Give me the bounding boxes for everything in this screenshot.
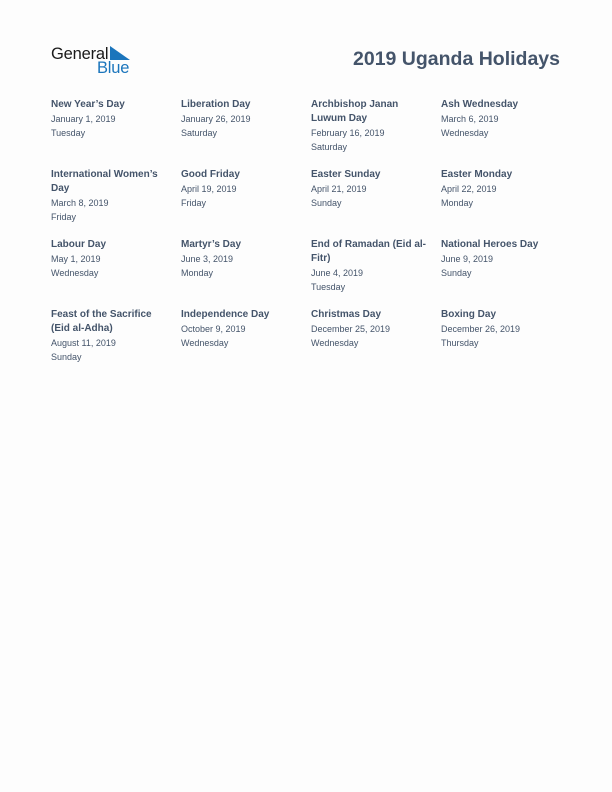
holiday-item bbox=[181, 308, 303, 350]
holiday-name: International Women’s Day bbox=[51, 169, 158, 195]
holiday-date: February 16, 2019 bbox=[311, 128, 385, 139]
holiday-date: June 9, 2019 bbox=[441, 254, 494, 265]
holiday-item bbox=[181, 98, 303, 140]
holiday-weekday: Tuesday bbox=[51, 128, 86, 139]
holiday-item bbox=[311, 98, 433, 154]
holiday-name: Feast of the Sacrifice (Eid al-Adha) bbox=[51, 309, 152, 335]
holiday-weekday: Wednesday bbox=[441, 128, 489, 139]
holiday-date: April 22, 2019 bbox=[441, 184, 497, 195]
holiday-weekday: Sunday bbox=[441, 268, 472, 279]
holiday-weekday: Sunday bbox=[51, 352, 82, 363]
holiday-weekday: Wednesday bbox=[311, 338, 359, 349]
holiday-item bbox=[441, 308, 563, 350]
holiday-weekday: Friday bbox=[181, 198, 207, 209]
holiday-date: June 3, 2019 bbox=[181, 254, 234, 265]
holiday-name: Archbishop Janan Luwum Day bbox=[311, 99, 399, 125]
holiday-date: December 26, 2019 bbox=[441, 324, 521, 335]
holiday-item bbox=[311, 238, 433, 294]
holiday-name: End of Ramadan (Eid al-Fitr) bbox=[311, 239, 427, 265]
holiday-date: April 21, 2019 bbox=[311, 184, 367, 195]
holiday-date: August 11, 2019 bbox=[51, 338, 116, 349]
holiday-date: April 19, 2019 bbox=[181, 184, 237, 195]
holiday-date: October 9, 2019 bbox=[181, 324, 246, 335]
holiday-name: New Year’s Day bbox=[51, 99, 125, 110]
holiday-item bbox=[441, 98, 563, 140]
holiday-item bbox=[311, 168, 433, 210]
holiday-weekday: Saturday bbox=[311, 142, 348, 153]
holiday-weekday: Wednesday bbox=[51, 268, 99, 279]
holiday-name: Good Friday bbox=[181, 169, 240, 180]
holiday-weekday: Monday bbox=[441, 198, 474, 209]
page-title: 2019 Uganda Holidays bbox=[353, 48, 560, 70]
holiday-date: March 8, 2019 bbox=[51, 198, 109, 209]
holiday-name: Liberation Day bbox=[181, 99, 251, 110]
holiday-name: Labour Day bbox=[51, 239, 107, 250]
holiday-weekday: Wednesday bbox=[181, 338, 229, 349]
holiday-weekday: Friday bbox=[51, 212, 77, 223]
holiday-date: January 26, 2019 bbox=[181, 114, 251, 125]
holiday-name: Independence Day bbox=[181, 309, 270, 320]
holiday-item bbox=[51, 238, 173, 280]
holiday-date: January 1, 2019 bbox=[51, 114, 116, 125]
holiday-item bbox=[441, 238, 563, 280]
holiday-name: Easter Monday bbox=[441, 169, 513, 180]
holiday-weekday: Thursday bbox=[441, 338, 479, 349]
holiday-weekday: Tuesday bbox=[311, 282, 346, 293]
holiday-item bbox=[181, 168, 303, 210]
holiday-date: March 6, 2019 bbox=[441, 114, 499, 125]
holiday-weekday: Sunday bbox=[311, 198, 342, 209]
logo-word-blue: Blue bbox=[97, 59, 130, 77]
holiday-name: Easter Sunday bbox=[311, 169, 381, 180]
holiday-item bbox=[311, 308, 433, 350]
holiday-name: Christmas Day bbox=[311, 309, 382, 320]
holiday-weekday: Monday bbox=[181, 268, 214, 279]
holiday-item bbox=[181, 238, 303, 280]
holiday-date: December 25, 2019 bbox=[311, 324, 391, 335]
holiday-weekday: Saturday bbox=[181, 128, 218, 139]
holiday-date: June 4, 2019 bbox=[311, 268, 364, 279]
holiday-item bbox=[51, 308, 173, 364]
holiday-date: May 1, 2019 bbox=[51, 254, 101, 265]
holiday-item bbox=[51, 168, 173, 224]
holiday-item bbox=[51, 98, 173, 140]
holiday-name: Boxing Day bbox=[441, 309, 497, 320]
holiday-name: National Heroes Day bbox=[441, 239, 539, 250]
holiday-name: Ash Wednesday bbox=[441, 99, 519, 110]
logo-word-general: General bbox=[51, 45, 109, 63]
holiday-name: Martyr’s Day bbox=[181, 239, 242, 250]
holiday-item bbox=[441, 168, 563, 210]
generalblue-logo bbox=[51, 44, 141, 78]
